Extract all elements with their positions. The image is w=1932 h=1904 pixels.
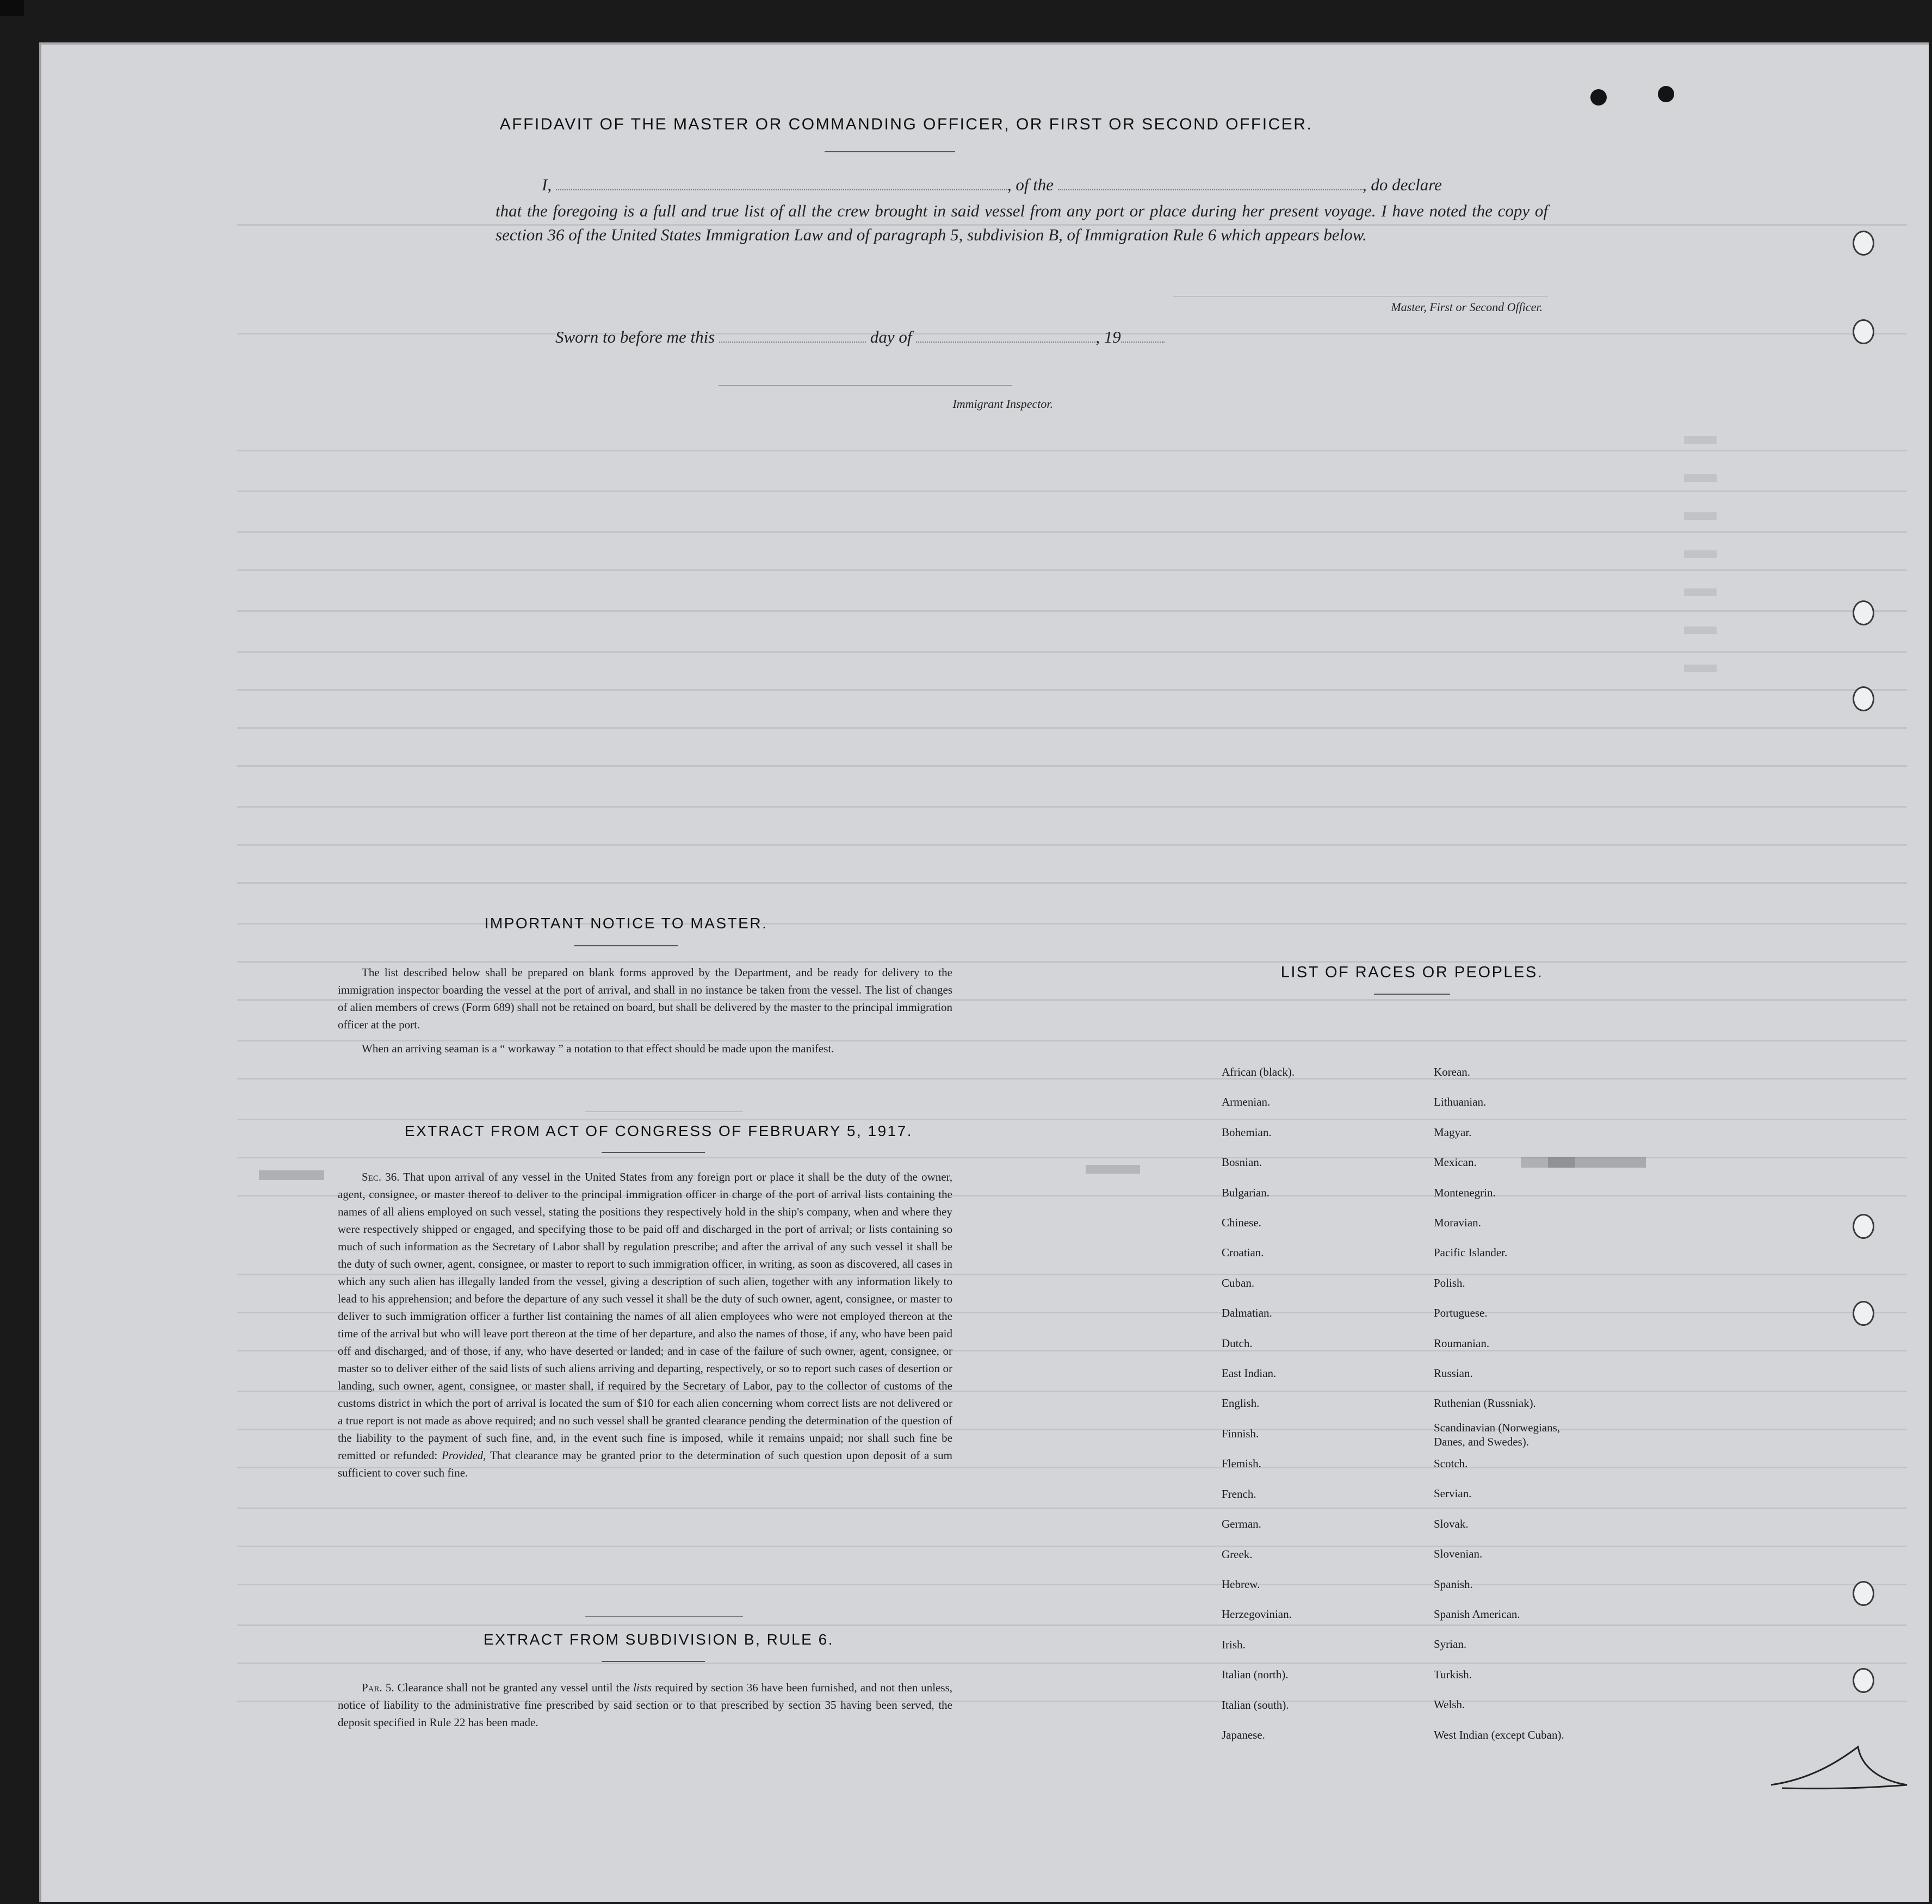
race-item: Lithuanian. (1434, 1095, 1487, 1109)
race-item: Russian. (1434, 1367, 1473, 1380)
binder-hole (1853, 319, 1874, 344)
notice-paragraph-1: The list described below shall be prepared on blank forms approved by the Department, and be ready for delivery to the immigration inspector boarding the vessel at the port of arrival, and shall in no instance be taken from the vessel. The list of changes of alien members of crews (Form 689) shall not be retained on board, but shall be delivered by the master to the principal immigration officer at the port. (338, 966, 952, 1031)
race-item: Scandinavian (Norwegians, Danes, and Swedes). (1434, 1421, 1561, 1448)
section-36-label: Sec. 36. (362, 1170, 400, 1183)
provided-text: That clearance may be granted prior to the determination of such question upon deposit of a sum sufficient to cover such fine. (338, 1449, 953, 1479)
binder-hole (1853, 1301, 1874, 1326)
races-right-column (1434, 1057, 1662, 1750)
inspector-caption: Immigrant Inspector. (952, 397, 1053, 411)
race-item: Welsh. (1434, 1698, 1465, 1711)
punch-hole-dark (1658, 86, 1674, 102)
race-item: Mexican. (1434, 1156, 1477, 1169)
sworn-day-of: day of (870, 327, 912, 346)
race-item: French. (1222, 1487, 1256, 1500)
race-item: Bohemian. (1222, 1125, 1272, 1139)
race-item: West Indian (except Cuban). (1434, 1728, 1564, 1741)
affidavit-body: that the foregoing is a full and true list of all the crew brought in said vessel from any port or place during her present voyage. I have noted the copy of section 36 of the United States Immigration Law and of paragraph 5, subdivision B, of Immigration Rule 6 which appears below. (496, 201, 1548, 244)
race-item: Bosnian. (1222, 1156, 1262, 1169)
race-item: Chinese. (1222, 1216, 1261, 1230)
race-item: Scotch. (1434, 1456, 1468, 1470)
race-item: German. (1222, 1517, 1261, 1531)
name-blank (556, 176, 1007, 190)
race-item: Croatian. (1222, 1246, 1264, 1260)
race-item: Armenian. (1222, 1095, 1271, 1109)
race-item: Polish. (1434, 1276, 1465, 1289)
races-title: LIST OF RACES OR PEOPLES. (1280, 964, 1544, 981)
race-item: Slovenian. (1434, 1547, 1483, 1561)
race-item: Bulgarian. (1222, 1186, 1270, 1199)
race-item: Korean. (1434, 1065, 1471, 1078)
divider (602, 1661, 705, 1662)
race-item: Roumanian. (1434, 1336, 1490, 1350)
rule6-text (338, 1679, 952, 1731)
binder-hole (1853, 231, 1874, 256)
race-item: Italian (north). (1222, 1668, 1289, 1682)
race-item: Montenegrin. (1434, 1186, 1496, 1199)
rule6-text-before: Clearance shall not be granted any vessel until the (397, 1681, 630, 1694)
divider (825, 151, 955, 152)
race-item: Servian. (1434, 1487, 1472, 1500)
binder-hole (1853, 686, 1874, 711)
race-item: Slovak. (1434, 1517, 1469, 1530)
notice-text (338, 964, 952, 1064)
race-item: Irish. (1222, 1638, 1246, 1651)
race-item: Greek. (1222, 1547, 1253, 1561)
day-blank (719, 328, 866, 343)
month-blank (916, 328, 1095, 343)
races-left-column (1222, 1057, 1417, 1750)
race-item: Herzegovinian. (1222, 1608, 1292, 1621)
rule6-title: EXTRACT FROM SUBDIVISION B, RULE 6. (484, 1631, 834, 1648)
race-item: English. (1222, 1397, 1260, 1410)
affidavit-of-the-label: , of the (1007, 175, 1054, 194)
race-item: East Indian. (1222, 1367, 1277, 1380)
affidavit-declaration-line (542, 175, 1548, 195)
act-title: EXTRACT FROM ACT OF CONGRESS OF FEBRUARY 5, 1917. (404, 1122, 913, 1139)
section-36-text: That upon arrival of any vessel in the United States from any foreign port or place it shall be the duty of the owner, agent, consignee, or master thereof to deliver to the principal immigration officer in charge of the port of arrival lists containing the names of all aliens employed on such vessel, stating the positions they respectively hold in the ship's company, when and where they were respectively shipped or engaged, and specifying those to be paid off and discharged in the port of arrival; or lists containing so much of such information as the Secretary of Labor shall by regulation prescribe; and after the arrival of any such vessel it shall be the duty of such owner, agent, consignee, or master to report to such immigration officer, in writing, as soon as discovered, all cases in which any such alien has illegally landed from the vessel, giving a description of such alien, together with any information likely to lead to his apprehension; and before the departure of any such vessel it shall be the duty of such owner, agent, consignee, or master to deliver to such immigration officer a further list containing the names of all alien employees who were not employed thereon at the time of the arrival but who will leave port thereon at the time of her departure, and also the names of those, if any, who have been paid off and discharged, and of those, if any, who have deserted or landed; and in case of the failure of such owner, agent, consignee, or master so to deliver either of the said lists of such aliens arriving and departing, respectively, or so to report such cases of desertion or landing, such owner, agent, consignee, or master shall, if required by the Secretary of Labor, pay to the collector of customs of the customs district in which the port of arrival is located the sum of $10 for each alien concerning whom correct lists are not delivered or a true report is not made as above required; and no such vessel shall be granted clearance pending the determination of the question of the liability to the payment of such fine, and, in the event such fine is imposed, while it remains unpaid; nor shall such fine be remitted or refunded: (338, 1170, 952, 1462)
provided-label: Provided, (441, 1449, 486, 1462)
race-item: Syrian. (1434, 1638, 1467, 1651)
scan-corner-mark (0, 0, 24, 16)
pencil-mark (1766, 1741, 1929, 1801)
affidavit-do-declare-label: , do declare (1362, 175, 1442, 194)
affidavit-title: AFFIDAVIT OF THE MASTER OR COMMANDING OFFICER, OR FIRST OR SECOND OFFICER. (499, 115, 1313, 133)
document-sheet (39, 42, 1929, 1902)
sworn-line (555, 327, 1165, 347)
race-item: Dutch. (1222, 1336, 1253, 1350)
race-item: Portuguese. (1434, 1306, 1488, 1320)
race-item: Flemish. (1222, 1457, 1261, 1471)
lists-word: lists (633, 1681, 652, 1694)
divider (602, 1152, 705, 1153)
race-item: Magyar. (1434, 1125, 1472, 1139)
notice-title: IMPORTANT NOTICE TO MASTER. (484, 915, 768, 932)
race-item: Cuban. (1222, 1276, 1255, 1289)
divider (1374, 994, 1450, 995)
binder-hole (1853, 600, 1874, 625)
act-text (338, 1168, 952, 1481)
divider (585, 1616, 743, 1617)
race-item: Moravian. (1434, 1216, 1481, 1230)
race-item: Ruthenian (Russniak). (1434, 1397, 1536, 1410)
divider (574, 945, 678, 946)
punch-hole-dark (1590, 89, 1607, 106)
inspector-signature-line (719, 385, 1012, 386)
binder-hole (1853, 1581, 1874, 1606)
vessel-blank (1058, 176, 1363, 190)
race-item: Hebrew. (1222, 1577, 1260, 1591)
race-item: African (black). (1222, 1065, 1295, 1078)
race-item: Finnish. (1222, 1427, 1259, 1440)
par-5-label: Par. 5. (362, 1681, 394, 1694)
notice-paragraph-2: When an arriving seaman is a “ workaway ” a notation to that effect should be made upon the manifest. (362, 1042, 834, 1055)
sworn-year: , 19 (1095, 327, 1121, 346)
affidavit-i-label: I, (542, 175, 552, 194)
signature-caption: Master, First or Second Officer. (1391, 300, 1543, 314)
race-item: Dalmatian. (1222, 1306, 1272, 1320)
race-item: Spanish. (1434, 1577, 1473, 1591)
race-item: Japanese. (1222, 1728, 1265, 1741)
year-blank (1121, 328, 1165, 343)
binder-hole (1853, 1668, 1874, 1693)
sworn-prefix: Sworn to before me this (555, 327, 715, 346)
binder-hole (1853, 1214, 1874, 1239)
rule6-text-after: required by section 36 have been furnished, and not then unless, notice of liability to the administrative fine prescribed by said section or to that prescribed by section 35 having been served, the deposit specified in Rule 22 has been made. (338, 1681, 953, 1729)
race-item: Italian (south). (1222, 1698, 1289, 1711)
race-item: Spanish American. (1434, 1607, 1520, 1621)
race-item: Turkish. (1434, 1667, 1472, 1681)
race-item: Pacific Islander. (1434, 1246, 1508, 1260)
